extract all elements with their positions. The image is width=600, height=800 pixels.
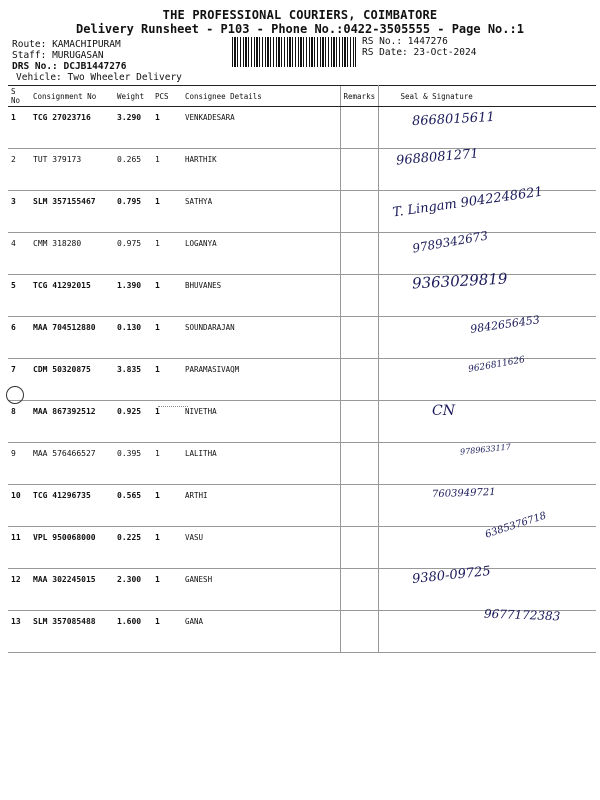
row-sno: 3	[8, 191, 30, 233]
row-sno: 6	[8, 317, 30, 359]
row-remarks	[340, 233, 378, 275]
row-signature-cell	[378, 401, 596, 443]
row-remarks	[340, 359, 378, 401]
row-pcs: 1	[152, 611, 182, 653]
row-consignment: TUT 379173	[30, 149, 114, 191]
staff-label: Staff:	[12, 50, 47, 61]
row-sno: 8	[8, 401, 30, 443]
row-signature: T. Lingam 9042248621	[391, 184, 544, 221]
row-remarks	[340, 149, 378, 191]
row-consignee: LOGANYA	[182, 233, 340, 275]
row-weight: 0.395	[114, 443, 152, 485]
rs-no-label: RS No.:	[362, 36, 403, 47]
runsheet-title: Delivery Runsheet - P103 - Phone No.:0422-3505555 - Page No.:1	[76, 22, 524, 36]
row-signature: 9842656453	[469, 313, 541, 336]
row-consignment: TCG 41292015	[30, 275, 114, 317]
row-pcs: 1	[152, 233, 182, 275]
row-remarks	[340, 317, 378, 359]
row-remarks	[340, 401, 378, 443]
row-remarks	[340, 569, 378, 611]
row-sno: 13	[8, 611, 30, 653]
row-consignee: NIVETHA	[182, 401, 340, 443]
rs-date-label: RS Date:	[362, 47, 408, 58]
row-8-circle-mark	[6, 386, 24, 404]
row-consignee: SOUNDARAJAN	[182, 317, 340, 359]
col-weight: Weight	[114, 86, 152, 107]
row-pcs: 1	[152, 443, 182, 485]
row-consignment: SLM 357155467	[30, 191, 114, 233]
row-signature: 9789633117	[459, 442, 512, 457]
row-weight: 2.300	[114, 569, 152, 611]
row-consignment: MAA 302245015	[30, 569, 114, 611]
row-weight: 0.225	[114, 527, 152, 569]
row-sno: 5	[8, 275, 30, 317]
row-consignment: MAA 867392512	[30, 401, 114, 443]
row-consignment: MAA 704512880	[30, 317, 114, 359]
row-consignee: GANA	[182, 611, 340, 653]
row-weight: 3.290	[114, 107, 152, 149]
row-sno: 10	[8, 485, 30, 527]
row-consignment: TCG 41296735	[30, 485, 114, 527]
rs-no-value: 1447276	[407, 36, 448, 47]
table-row	[8, 107, 596, 149]
vehicle-line	[16, 72, 182, 83]
table-row	[8, 569, 596, 611]
row-signature: 9688081271	[395, 146, 480, 169]
row-pcs: 1	[152, 485, 182, 527]
row-signature: 9363029819	[411, 269, 508, 293]
drs-value: DCJB1447276	[63, 61, 127, 72]
row-consignment: VPL 950068000	[30, 527, 114, 569]
row-consignee: VASU	[182, 527, 340, 569]
row-remarks	[340, 275, 378, 317]
barcode	[232, 37, 356, 67]
row-pcs: 1	[152, 275, 182, 317]
row-pcs: 1	[152, 359, 182, 401]
row-sno: 9	[8, 443, 30, 485]
row-sno: 4	[8, 233, 30, 275]
row-remarks	[340, 191, 378, 233]
row-consignee: BHUVANES	[182, 275, 340, 317]
staff-value: MURUGASAN	[52, 50, 104, 61]
row-consignee: PARAMASIVAQM	[182, 359, 340, 401]
row-weight: 0.795	[114, 191, 152, 233]
row-consignee: ARTHI	[182, 485, 340, 527]
row-pcs: 1	[152, 107, 182, 149]
row-pcs: 1	[152, 149, 182, 191]
row-weight: 0.565	[114, 485, 152, 527]
col-consignee: Consignee Details	[182, 86, 340, 107]
row-consignment: TCG 27023716	[30, 107, 114, 149]
row-signature: 6385376718	[483, 510, 548, 541]
row-sno: 7	[8, 359, 30, 401]
col-remarks: Remarks	[340, 86, 378, 107]
table-row	[8, 233, 596, 275]
row-signature: 9789342673	[411, 228, 489, 256]
drs-label: DRS No.:	[12, 61, 58, 72]
row-signature: 7603949721	[431, 486, 496, 501]
row-remarks	[340, 485, 378, 527]
row-consignment: MAA 576466527	[30, 443, 114, 485]
row-signature: 9626811626	[467, 355, 526, 375]
col-sno: S No	[8, 86, 30, 107]
row-consignee: GANESH	[182, 569, 340, 611]
route-label: Route:	[12, 39, 47, 50]
table-row	[8, 149, 596, 191]
table-row	[8, 485, 596, 527]
staff-line	[12, 50, 104, 61]
row-sno: 11	[8, 527, 30, 569]
drs-line	[12, 61, 126, 72]
company-title: THE PROFESSIONAL COURIERS, COIMBATORE	[162, 8, 438, 22]
row-remarks	[340, 443, 378, 485]
vehicle-label: Vehicle:	[16, 72, 62, 83]
row-signature: CN	[432, 403, 455, 419]
row-pcs: 1	[152, 527, 182, 569]
col-pcs: PCS	[152, 86, 182, 107]
vehicle-value: Two Wheeler Delivery	[67, 72, 182, 83]
rs-no-line	[362, 36, 448, 47]
col-signature: Seal & Signature	[378, 86, 596, 107]
row-sno: 1	[8, 107, 30, 149]
table-header-row	[8, 86, 596, 107]
row-weight: 0.925	[114, 401, 152, 443]
row-consignment: CMM 318280	[30, 233, 114, 275]
row-weight: 3.835	[114, 359, 152, 401]
table-row	[8, 275, 596, 317]
row-consignment: CDM 50320875	[30, 359, 114, 401]
row-signature: 8668015611	[411, 109, 496, 130]
row-consignment: SLM 357085488	[30, 611, 114, 653]
row-pcs: 1	[152, 317, 182, 359]
route-value: KAMACHIPURAM	[52, 39, 121, 50]
runsheet-table	[8, 85, 596, 653]
dotted-mark	[158, 406, 188, 407]
row-sno: 2	[8, 149, 30, 191]
row-pcs: 1	[152, 191, 182, 233]
row-pcs: 1	[152, 569, 182, 611]
row-pcs: 1	[152, 401, 182, 443]
rs-date-line	[362, 47, 476, 58]
row-weight: 0.265	[114, 149, 152, 191]
row-consignee: VENKADESARA	[182, 107, 340, 149]
row-remarks	[340, 611, 378, 653]
row-weight: 1.390	[114, 275, 152, 317]
rs-date-value: 23-Oct-2024	[413, 47, 477, 58]
row-sno: 12	[8, 569, 30, 611]
route-line	[12, 39, 121, 50]
row-signature: 9380-09725	[411, 563, 492, 588]
table-row	[8, 401, 596, 443]
row-weight: 1.600	[114, 611, 152, 653]
row-consignee: LALITHA	[182, 443, 340, 485]
col-consignment: Consignment No	[30, 86, 114, 107]
row-weight: 0.130	[114, 317, 152, 359]
row-consignee: SATHYA	[182, 191, 340, 233]
row-weight: 0.975	[114, 233, 152, 275]
row-signature: 9677172383	[483, 606, 561, 624]
row-remarks	[340, 107, 378, 149]
row-remarks	[340, 527, 378, 569]
row-consignee: HARTHIK	[182, 149, 340, 191]
